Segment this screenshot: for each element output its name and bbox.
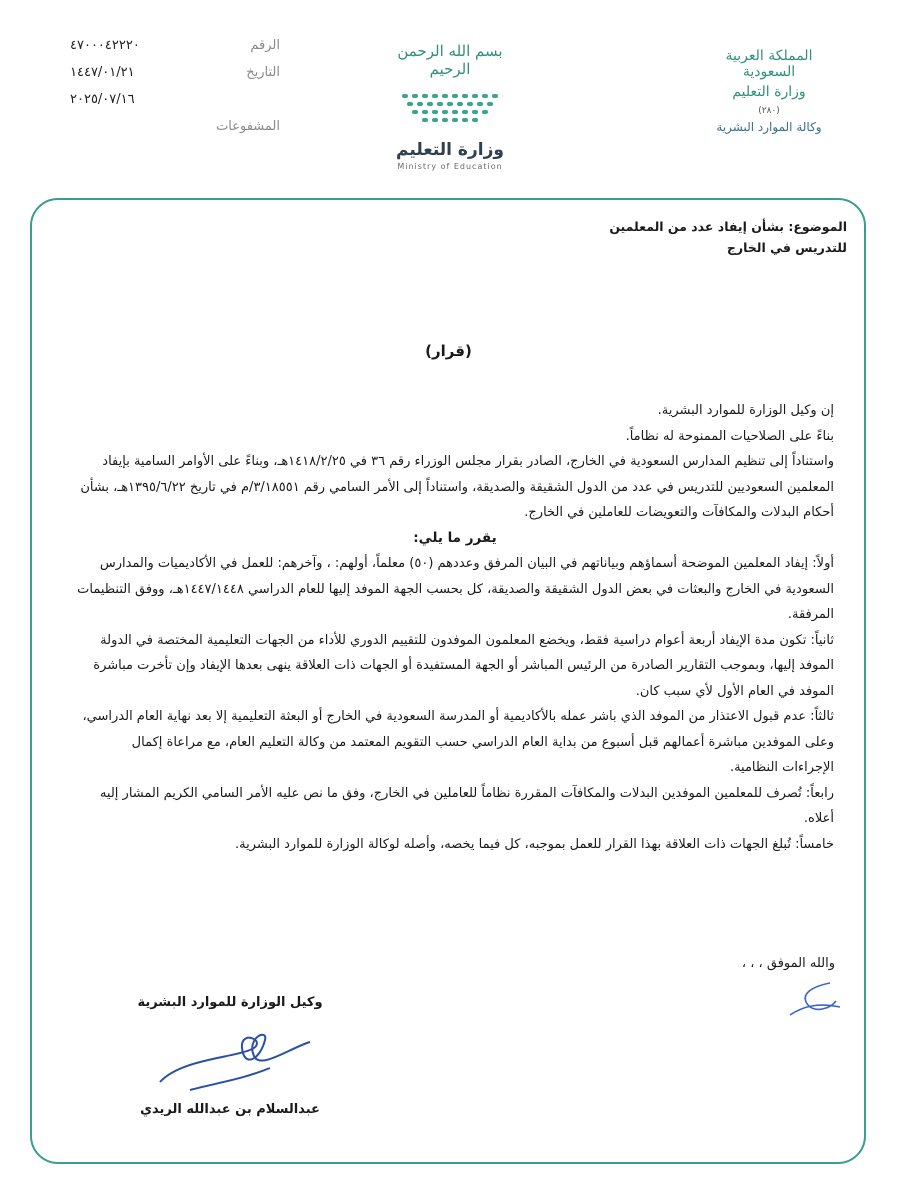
clause-second: ثانياً: تكون مدة الإيفاد أربعة أعوام دراسية فقط، ويخضع المعلمون الموفدون للتقييم الدوري للأداء من الجهات التعليمية المختصة في الدولة الموفد إليها، وبموجب التقارير الصادرة من الرئيس المباشر أو الجهة المستفيدة أو الجهات ذات العلاقة ينهى بعدها الإيفاد وإن تأخرت مباشرة الموفد في العام الأول لأي سبب كان.	[93, 632, 834, 699]
signatory-name: عبدالسلام بن عبدالله الريدي	[140, 1102, 320, 1117]
meta-attachments-label: المشفوعات	[216, 119, 280, 134]
ministry-logo-icon	[390, 90, 510, 130]
meta-number-label: الرقم	[250, 38, 280, 53]
initial-signature-icon	[770, 975, 850, 1025]
clause-third: ثالثاً: عدم قبول الاعتذار من الموفد الذي باشر عمله بالأكاديمية أو المدرسة السعودية في الخارج أو البعثة التعليمية إلا بعد نهاية العام الدراسي، وعلى الموفدين مباشرة أعمالهم قبل أسبوع من بداية العام الدراسي حسب التقويم المعتمد من وكالة التعليم العام، مع مراعاة إكمال الإجراءات النظامية.	[82, 709, 834, 775]
ministry-name-en: Ministry of Education	[397, 162, 503, 171]
document-body	[76, 398, 834, 857]
signature-icon	[150, 1020, 320, 1100]
meta-date-hijri-value: ١٤٤٧/٠١/٢١	[70, 65, 135, 80]
kingdom-name: المملكة العربية السعودية	[725, 48, 813, 80]
subject	[547, 216, 847, 258]
subject-line-1: الموضوع: بشأن إيفاد عدد من المعلمين	[609, 219, 847, 234]
subject-line-2: للتدريس في الخارج	[726, 240, 847, 255]
meta-attachments	[70, 119, 280, 146]
meta-date-gregorian	[70, 92, 280, 119]
agency-name: وكالة الموارد البشرية	[716, 120, 822, 134]
body-para-1: إن وكيل الوزارة للموارد البشرية.	[657, 403, 834, 418]
clause-fourth: رابعاً: تُصرف للمعلمين الموفدين البدلات والمكافآت المقررة نظاماً للعاملين في الخارج، وفق ما نص عليه الأمر السامي الكريم المشار إليه أعلاه.	[99, 785, 834, 826]
ministry-name-ar: وزارة التعليم	[396, 140, 504, 160]
closing-phrase: والله الموفق ، ، ،	[741, 956, 835, 971]
ministry-logo	[380, 42, 520, 171]
kingdom-header	[699, 48, 839, 134]
meta-date-label: التاريخ	[246, 65, 280, 80]
body-para-3: واستناداً إلى تنظيم المدارس السعودية في الخارج، الصادر بقرار مجلس الوزراء رقم ٣٦ في ١٤١٨/٢/٢٥هـ، وبناءً على الأوامر السامية بإيفاد المعلمين السعوديين للتدريس في عدد من الدول الشقيقة والصديقة، واستناداً إلى الأمر السامي رقم ٣/١٨٥٥١/م في تاريخ ١٣٩٥/٦/٢٢هـ، بشأن أحكام البدلات والمكافآت والتعويضات للعاملين في الخارج.	[80, 454, 834, 520]
ministry-name-calligraphy: وزارة التعليم	[732, 84, 806, 100]
meta-date-hijri	[70, 65, 280, 92]
signatory-title: وكيل الوزارة للموارد البشرية	[137, 995, 323, 1010]
decides-heading: يقرر ما يلي:	[413, 529, 497, 546]
clause-first: أولاً: إيفاد المعلمين الموضحة أسماؤهم وبياناتهم في البيان المرفق وعددهم (٥٠) معلماً، أولهم: ، وآخرهم: للعمل في الأكاديميات والمدارس السعودية في الخارج والبعثات في بعض الدول الشقيقة والصديقة، كل بحسب الجهة الموفد إليها للعام الدراسي ١٤٤٧/١٤٤٨هـ، ووفق التنظيمات المرفقة.	[77, 556, 834, 622]
clause-fifth: خامساً: تُبلغ الجهات ذات العلاقة بهذا القرار للعمل بموجبه، كل فيما يخصه، وأصله لوكالة الوزارة للموارد البشرية.	[235, 836, 834, 852]
meta-number-value: ٤٧٠٠٠٤٢٢٢٠	[70, 38, 140, 53]
kingdom-code: (٢٨٠)	[758, 106, 780, 116]
meta-number	[70, 38, 280, 65]
body-para-2: بناءً على الصلاحيات الممنوحة له نظاماً.	[625, 428, 834, 444]
document-title: (قرار)	[425, 342, 472, 360]
basmala: بسم الله الرحمن الرحيم	[397, 42, 503, 78]
meta-date-gregorian-value: ٢٠٢٥/٠٧/١٦	[70, 92, 135, 107]
document-meta	[70, 38, 280, 146]
